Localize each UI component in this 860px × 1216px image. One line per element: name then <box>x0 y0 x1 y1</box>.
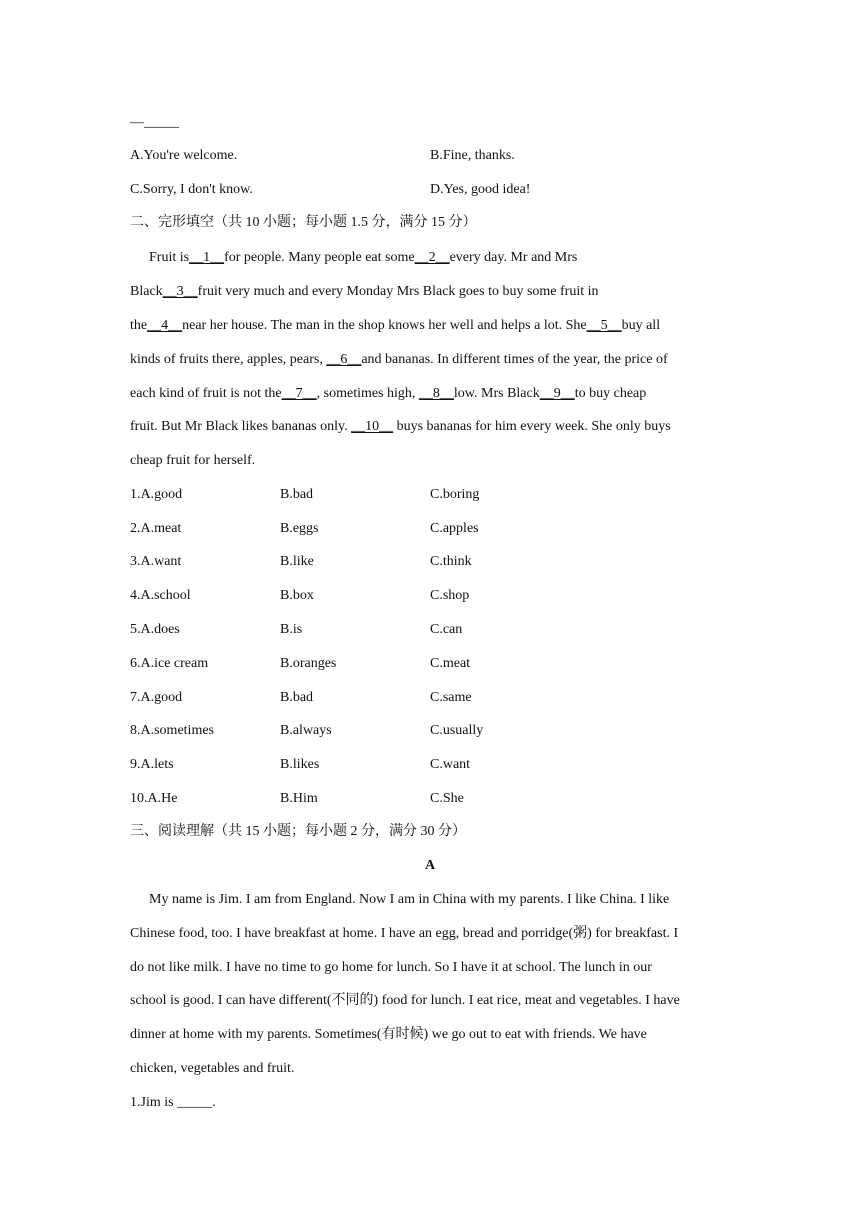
passage-label: A <box>424 858 436 873</box>
passage-text: low. Mrs Black <box>453 386 540 401</box>
reading-line: My name is Jim. I am from England. Now I am in China with my parents. I like China. I like <box>149 892 670 907</box>
passage-text: Black <box>130 284 163 299</box>
question-6-c: C.meat <box>430 656 471 671</box>
blank: __5__ <box>586 318 622 333</box>
blank: __7__ <box>281 386 317 401</box>
passage-text: buys bananas for him every week. She only buys <box>393 419 671 434</box>
blank: __9__ <box>539 386 575 401</box>
passage-line <box>149 248 577 268</box>
question-2-a: 2.A.meat <box>130 521 182 536</box>
reading-line: do not like milk. I have no time to go home for lunch. So I have it at school. The lunch in our <box>130 960 652 975</box>
question-3-b: B.like <box>280 554 314 569</box>
question-8-c: C.usually <box>430 723 484 738</box>
passage-text: buy all <box>621 318 661 333</box>
question-1-c: C.boring <box>430 487 480 502</box>
passage-text: the <box>130 318 148 333</box>
option-d: D.Yes, good idea! <box>430 182 531 197</box>
passage-text: kinds of fruits there, apples, pears, <box>130 352 327 367</box>
question-8-a: 8.A.sometimes <box>130 723 214 738</box>
question-5-c: C.can <box>430 622 463 637</box>
question-8-b: B.always <box>280 723 332 738</box>
question-9-b: B.likes <box>280 757 320 772</box>
passage-text: , sometimes high, <box>316 386 419 401</box>
blank: __3__ <box>162 284 198 299</box>
passage-text: fruit. But Mr Black likes bananas only. <box>130 419 352 434</box>
dialogue-prompt: —_____ <box>130 115 179 130</box>
question-7-a: 7.A.good <box>130 690 183 705</box>
section-heading-reading: 三、阅读理解（共 15 小题；每小题 2 分，满分 30 分） <box>130 824 466 839</box>
question-6-a: 6.A.ice cream <box>130 656 209 671</box>
question-9-a: 9.A.lets <box>130 757 174 772</box>
section-heading-cloze: 二、完形填空（共 10 小题；每小题 1.5 分，满分 15 分） <box>130 215 477 230</box>
option-b: B.Fine, thanks. <box>430 148 515 163</box>
passage-text: and bananas. In different times of the year, the price of <box>361 352 668 367</box>
question-7-b: B.bad <box>280 690 314 705</box>
question-5-a: 5.A.does <box>130 622 180 637</box>
blank: __6__ <box>326 352 362 367</box>
question-5-b: B.is <box>280 622 303 637</box>
reading-line: Chinese food, too. I have breakfast at home. I have an egg, bread and porridge(粥) for breakfast. I <box>130 926 679 941</box>
passage-line <box>130 350 668 370</box>
question-3-c: C.think <box>430 554 472 569</box>
reading-line: school is good. I can have different(不同的) food for lunch. I eat rice, meat and vegetables. I have <box>130 993 680 1008</box>
passage-text: to buy cheap <box>574 386 647 401</box>
blank: __1__ <box>189 250 225 265</box>
question-4-b: B.box <box>280 588 314 603</box>
passage-line <box>130 417 671 437</box>
blank: __10__ <box>351 419 394 434</box>
passage-text: every day. Mr and Mrs <box>449 250 578 265</box>
reading-line: chicken, vegetables and fruit. <box>130 1061 295 1076</box>
reading-line: dinner at home with my parents. Sometimes(有时候) we go out to eat with friends. We have <box>130 1027 647 1042</box>
question-10-b: B.Him <box>280 791 318 806</box>
passage-line <box>130 282 599 302</box>
passage-line: cheap fruit for herself. <box>130 453 256 468</box>
passage-text: near her house. The man in the shop knows her well and helps a lot. She <box>182 318 587 333</box>
question-9-c: C.want <box>430 757 471 772</box>
passage-text: fruit very much and every Monday Mrs Black goes to buy some fruit in <box>197 284 599 299</box>
passage-text: for people. Many people eat some <box>224 250 415 265</box>
passage-text: each kind of fruit is not the <box>130 386 282 401</box>
question-4-c: C.shop <box>430 588 470 603</box>
blank: __8__ <box>418 386 454 401</box>
option-a: A.You're welcome. <box>130 148 238 163</box>
question-1-b: B.bad <box>280 487 314 502</box>
passage-text: Fruit is <box>149 250 190 265</box>
blank: __4__ <box>147 318 183 333</box>
reading-question-1: 1.Jim is _____. <box>130 1095 216 1110</box>
question-7-c: C.same <box>430 690 472 705</box>
question-6-b: B.oranges <box>280 656 337 671</box>
question-4-a: 4.A.school <box>130 588 191 603</box>
question-1-a: 1.A.good <box>130 487 183 502</box>
option-c: C.Sorry, I don't know. <box>130 182 253 197</box>
question-10-a: 10.A.He <box>130 791 178 806</box>
question-2-c: C.apples <box>430 521 479 536</box>
passage-line <box>130 316 660 336</box>
blank: __2__ <box>414 250 450 265</box>
question-10-c: C.She <box>430 791 464 806</box>
question-3-a: 3.A.want <box>130 554 182 569</box>
question-2-b: B.eggs <box>280 521 319 536</box>
passage-line <box>130 384 646 404</box>
